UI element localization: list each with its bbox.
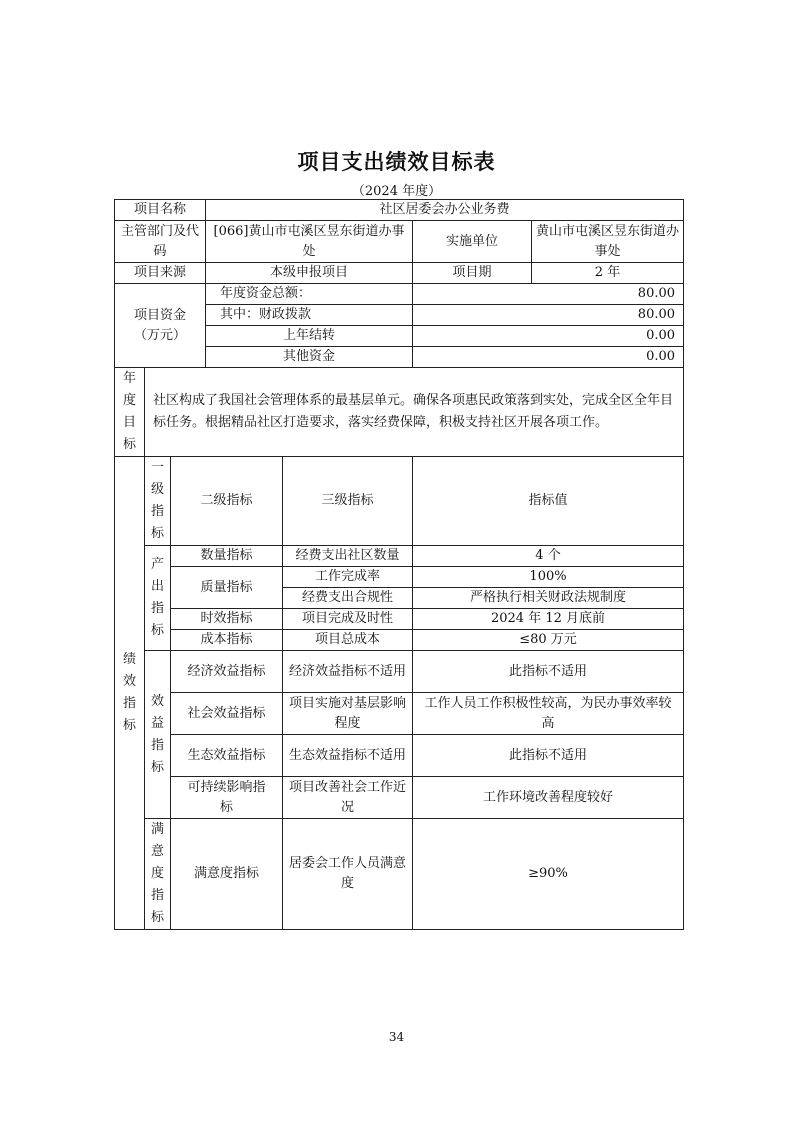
unit-value: 黄山市屯溪区昱东街道办事处	[532, 221, 684, 263]
table-row-l3: 经济效益指标不适用	[283, 651, 413, 693]
period-label: 项目期	[413, 263, 532, 284]
table-row-l2: 质量指标	[171, 567, 283, 609]
table-row-value: 2024 年 12 月底前	[413, 609, 684, 630]
table-row-l2: 满意度指标	[171, 819, 283, 930]
table-row-l3: 经费支出社区数量	[283, 546, 413, 567]
funds-carryover-value: 0.00	[413, 326, 684, 347]
period-value: 2 年	[532, 263, 684, 284]
benefit-label: 效益指标	[145, 651, 171, 819]
table-row-l3: 生态效益指标不适用	[283, 735, 413, 777]
header-level3: 三级指标	[283, 457, 413, 546]
header-level1: 一级指标	[145, 457, 171, 546]
table-row-l2: 可持续影响指标	[171, 777, 283, 819]
source-value: 本级申报项目	[206, 263, 413, 284]
funds-other-value: 0.00	[413, 347, 684, 368]
source-label: 项目来源	[115, 263, 206, 284]
table-row-value: 100%	[413, 567, 684, 588]
table-row-value: 工作环境改善程度较好	[413, 777, 684, 819]
year-note: （2024 年度）	[351, 184, 442, 199]
funds-label: 项目资金（万元）	[115, 284, 206, 368]
performance-target-table	[114, 199, 684, 930]
table-row-value: 严格执行相关财政法规制度	[413, 588, 684, 609]
page-number: 34	[388, 1030, 405, 1044]
dept-label: 主管部门及代码	[115, 221, 206, 263]
table-row-l3: 项目实施对基层影响程度	[283, 693, 413, 735]
project-name-label: 项目名称	[115, 200, 206, 221]
project-name-value: 社区居委会办公业务费	[206, 200, 684, 221]
funds-total-value: 80.00	[413, 284, 684, 305]
annual-goal-text: 社区构成了我国社会管理体系的最基层单元。确保各项惠民政策落到实处，完成全区全年目标任务。根据精品社区打造要求，落实经费保障，积极支持社区开展各项工作。	[145, 368, 684, 457]
funds-fiscal-value: 80.00	[413, 305, 684, 326]
funds-total-label: 年度资金总额：	[206, 284, 413, 305]
table-row-l2: 成本指标	[171, 630, 283, 651]
satisfaction-label: 满意度指标	[145, 819, 171, 930]
funds-fiscal-label: 其中：财政拨款	[206, 305, 413, 326]
header-level2: 二级指标	[171, 457, 283, 546]
unit-label: 实施单位	[413, 221, 532, 263]
table-row-value: 4 个	[413, 546, 684, 567]
table-row-l2: 经济效益指标	[171, 651, 283, 693]
table-row-l2: 社会效益指标	[171, 693, 283, 735]
table-row-value: 此指标不适用	[413, 735, 684, 777]
table-row-l3: 经费支出合规性	[283, 588, 413, 609]
dept-value: [066]黄山市屯溪区昱东街道办事处	[206, 221, 413, 263]
annual-goal-label: 年度目标	[115, 368, 145, 457]
table-row-l2: 时效指标	[171, 609, 283, 630]
table-row-value: 工作人员工作积极性较高，为民办事效率较高	[413, 693, 684, 735]
funds-other-label: 其他资金	[206, 347, 413, 368]
table-row-l3: 项目完成及时性	[283, 609, 413, 630]
table-row-l3: 项目改善社会工作近况	[283, 777, 413, 819]
performance-label: 绩效指标	[115, 457, 145, 930]
header-value: 指标值	[413, 457, 684, 546]
table-row-value: ≤80 万元	[413, 630, 684, 651]
table-row-l3: 项目总成本	[283, 630, 413, 651]
table-row-value: ≥90%	[413, 819, 684, 930]
table-row-value: 此指标不适用	[413, 651, 684, 693]
table-row-l2: 数量指标	[171, 546, 283, 567]
table-row-l3: 工作完成率	[283, 567, 413, 588]
funds-carryover-label: 上年结转	[206, 326, 413, 347]
table-row-l2: 生态效益指标	[171, 735, 283, 777]
page-title: 项目支出绩效目标表	[297, 149, 496, 174]
output-label: 产出指标	[145, 546, 171, 651]
table-row-l3: 居委会工作人员满意度	[283, 819, 413, 930]
